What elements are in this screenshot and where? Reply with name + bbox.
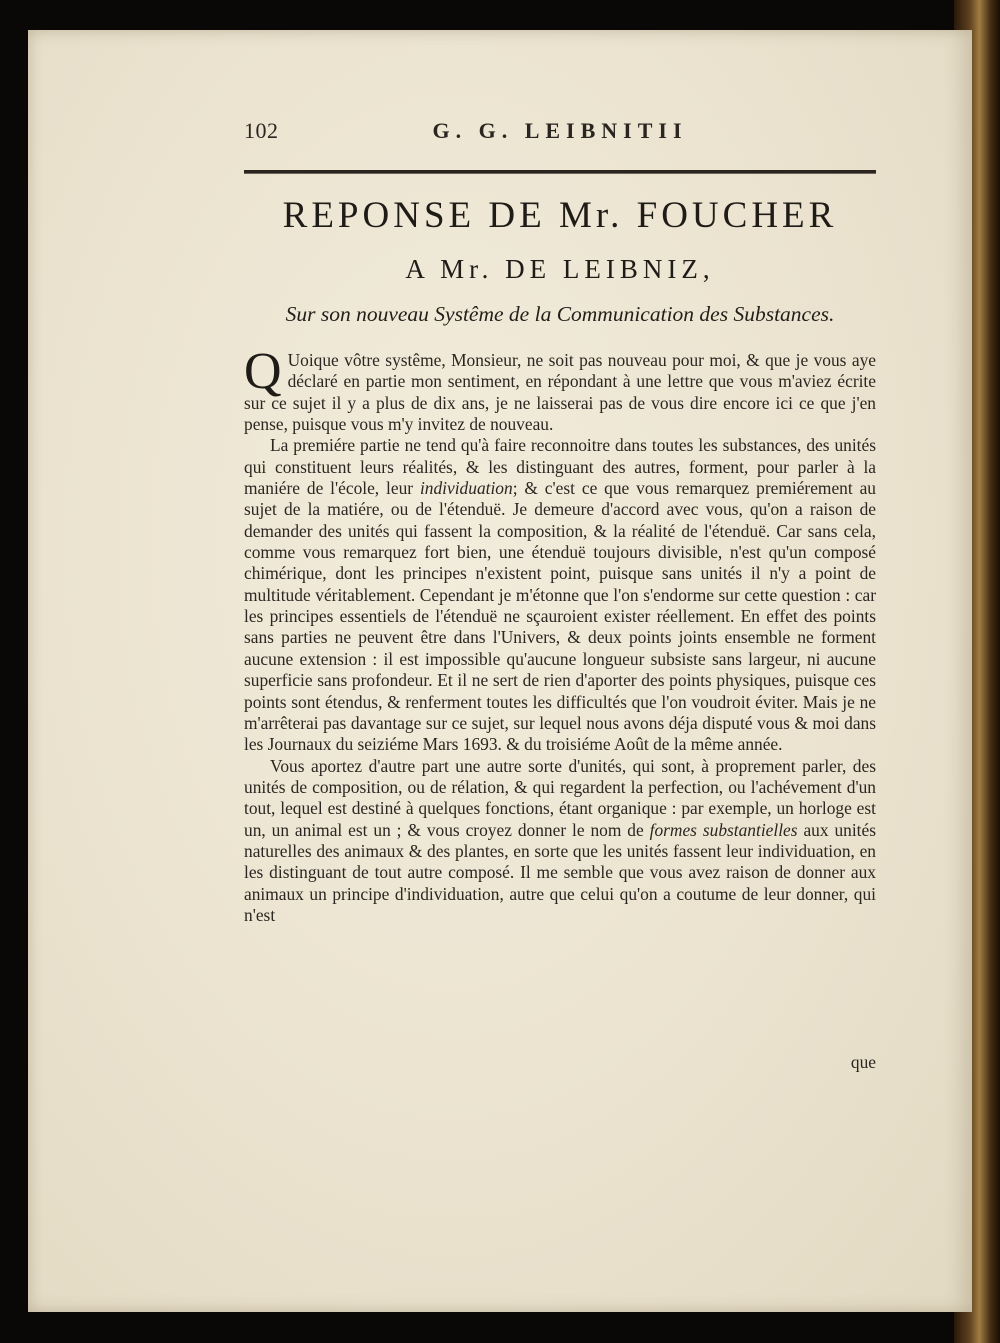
catchword: que: [850, 1052, 876, 1072]
paragraph-3-text-a: Vous aportez d'autre part une autre sorte d'unités, qui sont, à proprement parler, des unités de composition, ou de rélation, & qui regardent la perfection, ou l'achévement d'un tout, lequel est destiné à quelques fonctions, étant organique : par exemple, un horloge est un, un animal est un ; & vous croyez donner le nom de: [244, 755, 876, 840]
paragraph-3-emphasis: formes substantielles: [649, 819, 798, 840]
page-number: 102: [244, 118, 279, 143]
body-text: [244, 343, 876, 926]
paragraph-3: [244, 756, 876, 927]
paragraph-2: [244, 435, 876, 755]
paragraph-2-text-a: La premiére partie ne tend qu'à faire reconnoitre dans toutes les substances, des unités qui constituent leurs réalités, & les distinguant des autres, forment, pour parler à la maniére de l'école, leur: [244, 435, 876, 499]
paragraph-3-text-b: aux unités naturelles des animaux & des plantes, en sorte que les unités fassent leur individuation, en les distinguant de tout autre composé. Il me semble que vous avez raison de donner aux animaux un principe d'individuation, autre que celui qu'on a coutume de leur donner, qui n'est: [244, 819, 876, 925]
paragraph-1: [244, 343, 876, 435]
chapter-title: REPONSE DE Mr. FOUCHER: [282, 195, 838, 236]
drop-cap: Q: [244, 343, 282, 400]
paragraph-2-text-b: ; & c'est ce que vous remarquez premiérement au sujet de la matiére, ou de l'étenduë. Je demeure d'accord avec vous, qu'on a raison de demander des unités qui fassent la composition, & la réalité de l'étenduë. Car sans cela, comme vous remarquez fort bien, une étenduë toujours divisible, n'est qu'un composé chimérique, dont les principes n'existent point, puisque sans unités il n'y a point de multitude véritablement. Cependant je m'étonne que l'on s'endorme sur cette question : car les principes essentiels de l'étenduë ne sçauroient exister réellement. En effet des points sans parties ne peuvent être dans l'Univers, & deux points joints ensemble ne forment aucune extension : il est impossible qu'aucune longueur subsiste sans largeur, ni aucune superficie sans profondeur. Et il ne sert de rien d'aporter des points physiques, puisque ces points sont étendus, & renferment toutes les difficultés que l'on voudroit éviter. Mais je ne m'arrêterai pas davantage sur ce sujet, sur lequel nous avons déja disputé vous & moi dans les Journaux du seiziéme Mars 1693. & du troisiéme Août de la même année.: [244, 478, 876, 755]
chapter-subject: Sur son nouveau Systême de la Communication des Substances.: [285, 302, 835, 326]
paragraph-1-text: Uoique vôtre systême, Monsieur, ne soit pas nouveau pour moi, & que je vous aye déclaré en partie mon sentiment, en répondant à une lettre que vous m'aviez écrite sur ce sujet il y a plus de dix ans, je ne laisserai pas de vous dire encore ici ce que j'en pense, puisque vous m'y invitez de nouveau.: [244, 350, 876, 435]
paragraph-2-emphasis: individuation: [419, 478, 513, 499]
running-header: [244, 118, 876, 148]
running-title: G. G. LEIBNITII: [432, 118, 688, 143]
header-rule: [244, 170, 876, 174]
chapter-subtitle: A Mr. DE LEIBNIZ,: [405, 254, 715, 284]
